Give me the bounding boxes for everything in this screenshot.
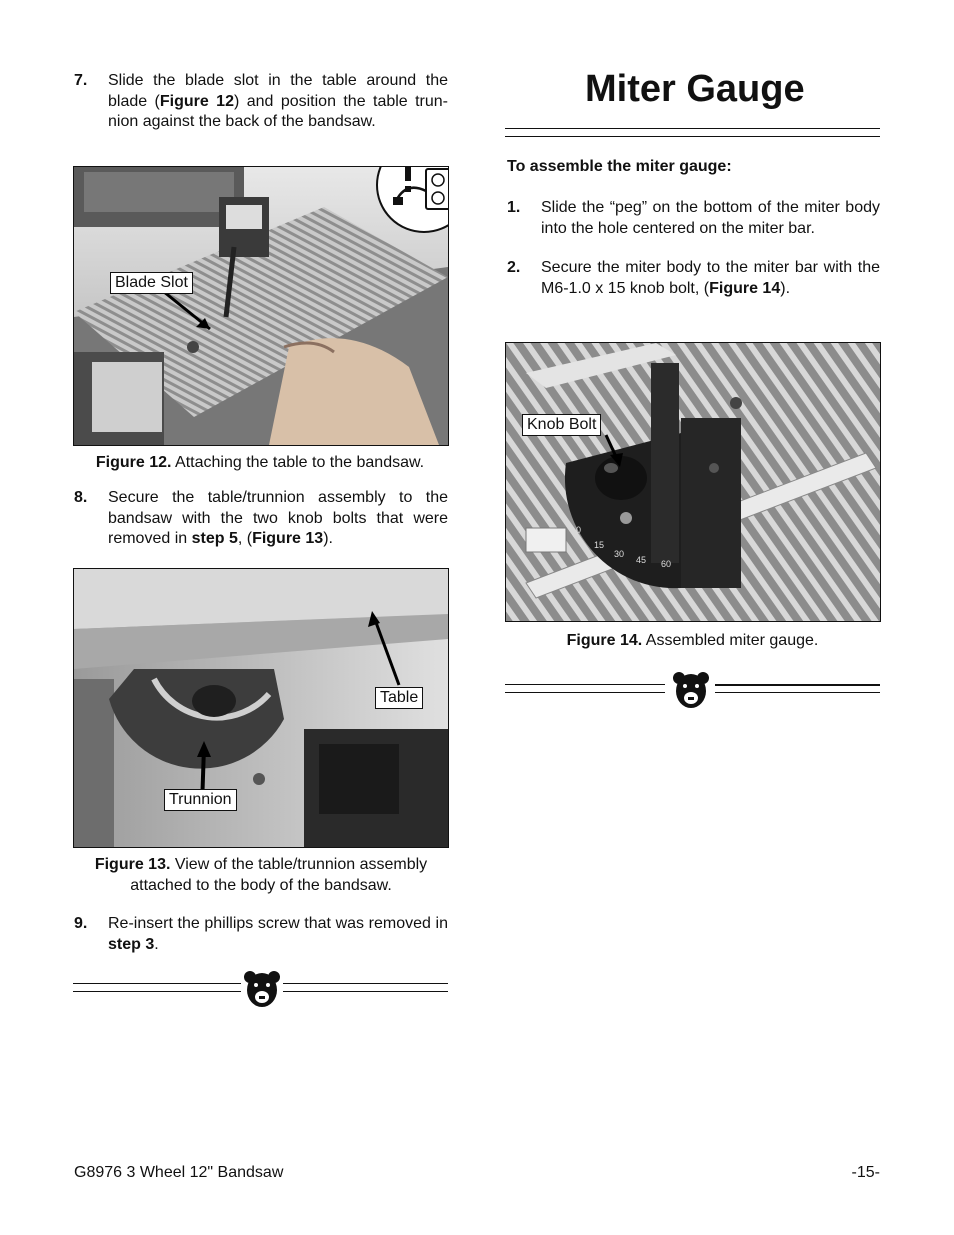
step-2 xyxy=(507,258,880,302)
figure-13-photo xyxy=(73,568,449,848)
title-rule-bottom xyxy=(505,136,880,137)
step-number: 9. xyxy=(74,915,88,932)
step-text: Secure the miter body to the miter bar with the M6-1.0 x 15 knob bolt, (Figure 14). xyxy=(541,259,880,297)
warning-badge xyxy=(376,166,449,233)
scale-label: 60 xyxy=(661,559,672,569)
callout-knob-bolt: Knob Bolt xyxy=(522,414,601,436)
miter-gauge-photo xyxy=(506,343,880,621)
figure-ref: Figure 14 xyxy=(709,279,781,297)
footer-manual-title: G8976 3 Wheel 12" Bandsaw xyxy=(74,1164,284,1181)
step-number: 8. xyxy=(74,489,88,506)
page-title: Miter Gauge xyxy=(585,68,805,110)
step-text: Re-insert the phillips screw that was removed in step 3. xyxy=(108,915,448,953)
figure-12-caption: Figure 12. Attaching the table to the bandsaw. xyxy=(95,454,425,471)
title-rule-top xyxy=(505,128,880,129)
figure-14-photo xyxy=(505,342,881,622)
bear-head-logo xyxy=(671,671,711,711)
callout-table: Table xyxy=(375,687,423,709)
figure-13-caption: Figure 13. View of the table/trunnion assembly attached to the body of the bandsaw. xyxy=(94,856,428,894)
section-divider xyxy=(505,671,880,711)
figure-14-caption: Figure 14. Assembled miter gauge. xyxy=(566,632,819,649)
scale-label: 0 xyxy=(576,525,582,535)
step-number: 7. xyxy=(74,72,88,89)
step-8 xyxy=(74,488,448,552)
section-divider xyxy=(73,970,448,1010)
step-9 xyxy=(74,914,448,958)
callout-blade-slot: Blade Slot xyxy=(110,272,193,294)
bear-head-logo xyxy=(242,970,282,1010)
step-7 xyxy=(74,71,448,135)
scale-label: 30 xyxy=(614,549,625,559)
unplug-warning-icon xyxy=(378,166,449,231)
step-number: 2. xyxy=(507,259,521,276)
callout-trunnion: Trunnion xyxy=(164,789,237,811)
step-text: Secure the table/trunnion assembly to the bandsaw with the two knob bolts that were removed in step 5, (Figure 13). xyxy=(108,489,448,547)
step-number: 1. xyxy=(507,199,521,216)
figure-ref: Figure 13 xyxy=(252,530,324,547)
scale-label: 15 xyxy=(594,540,605,550)
step-1 xyxy=(507,198,880,242)
step-text: Slide the “peg” on the bottom of the miter body into the hole centered on the miter bar. xyxy=(541,199,880,237)
figure-12-photo xyxy=(73,166,449,446)
footer-page-number: -15- xyxy=(851,1164,880,1181)
subheading: To assemble the miter gauge: xyxy=(507,158,732,175)
step-text: Slide the blade slot in the table around the blade (Figure 12) and position the table trun-nion against the back of the bandsaw. xyxy=(108,72,449,130)
scale-label: 45 xyxy=(636,555,647,565)
figure-ref: Figure 12 xyxy=(159,92,234,110)
